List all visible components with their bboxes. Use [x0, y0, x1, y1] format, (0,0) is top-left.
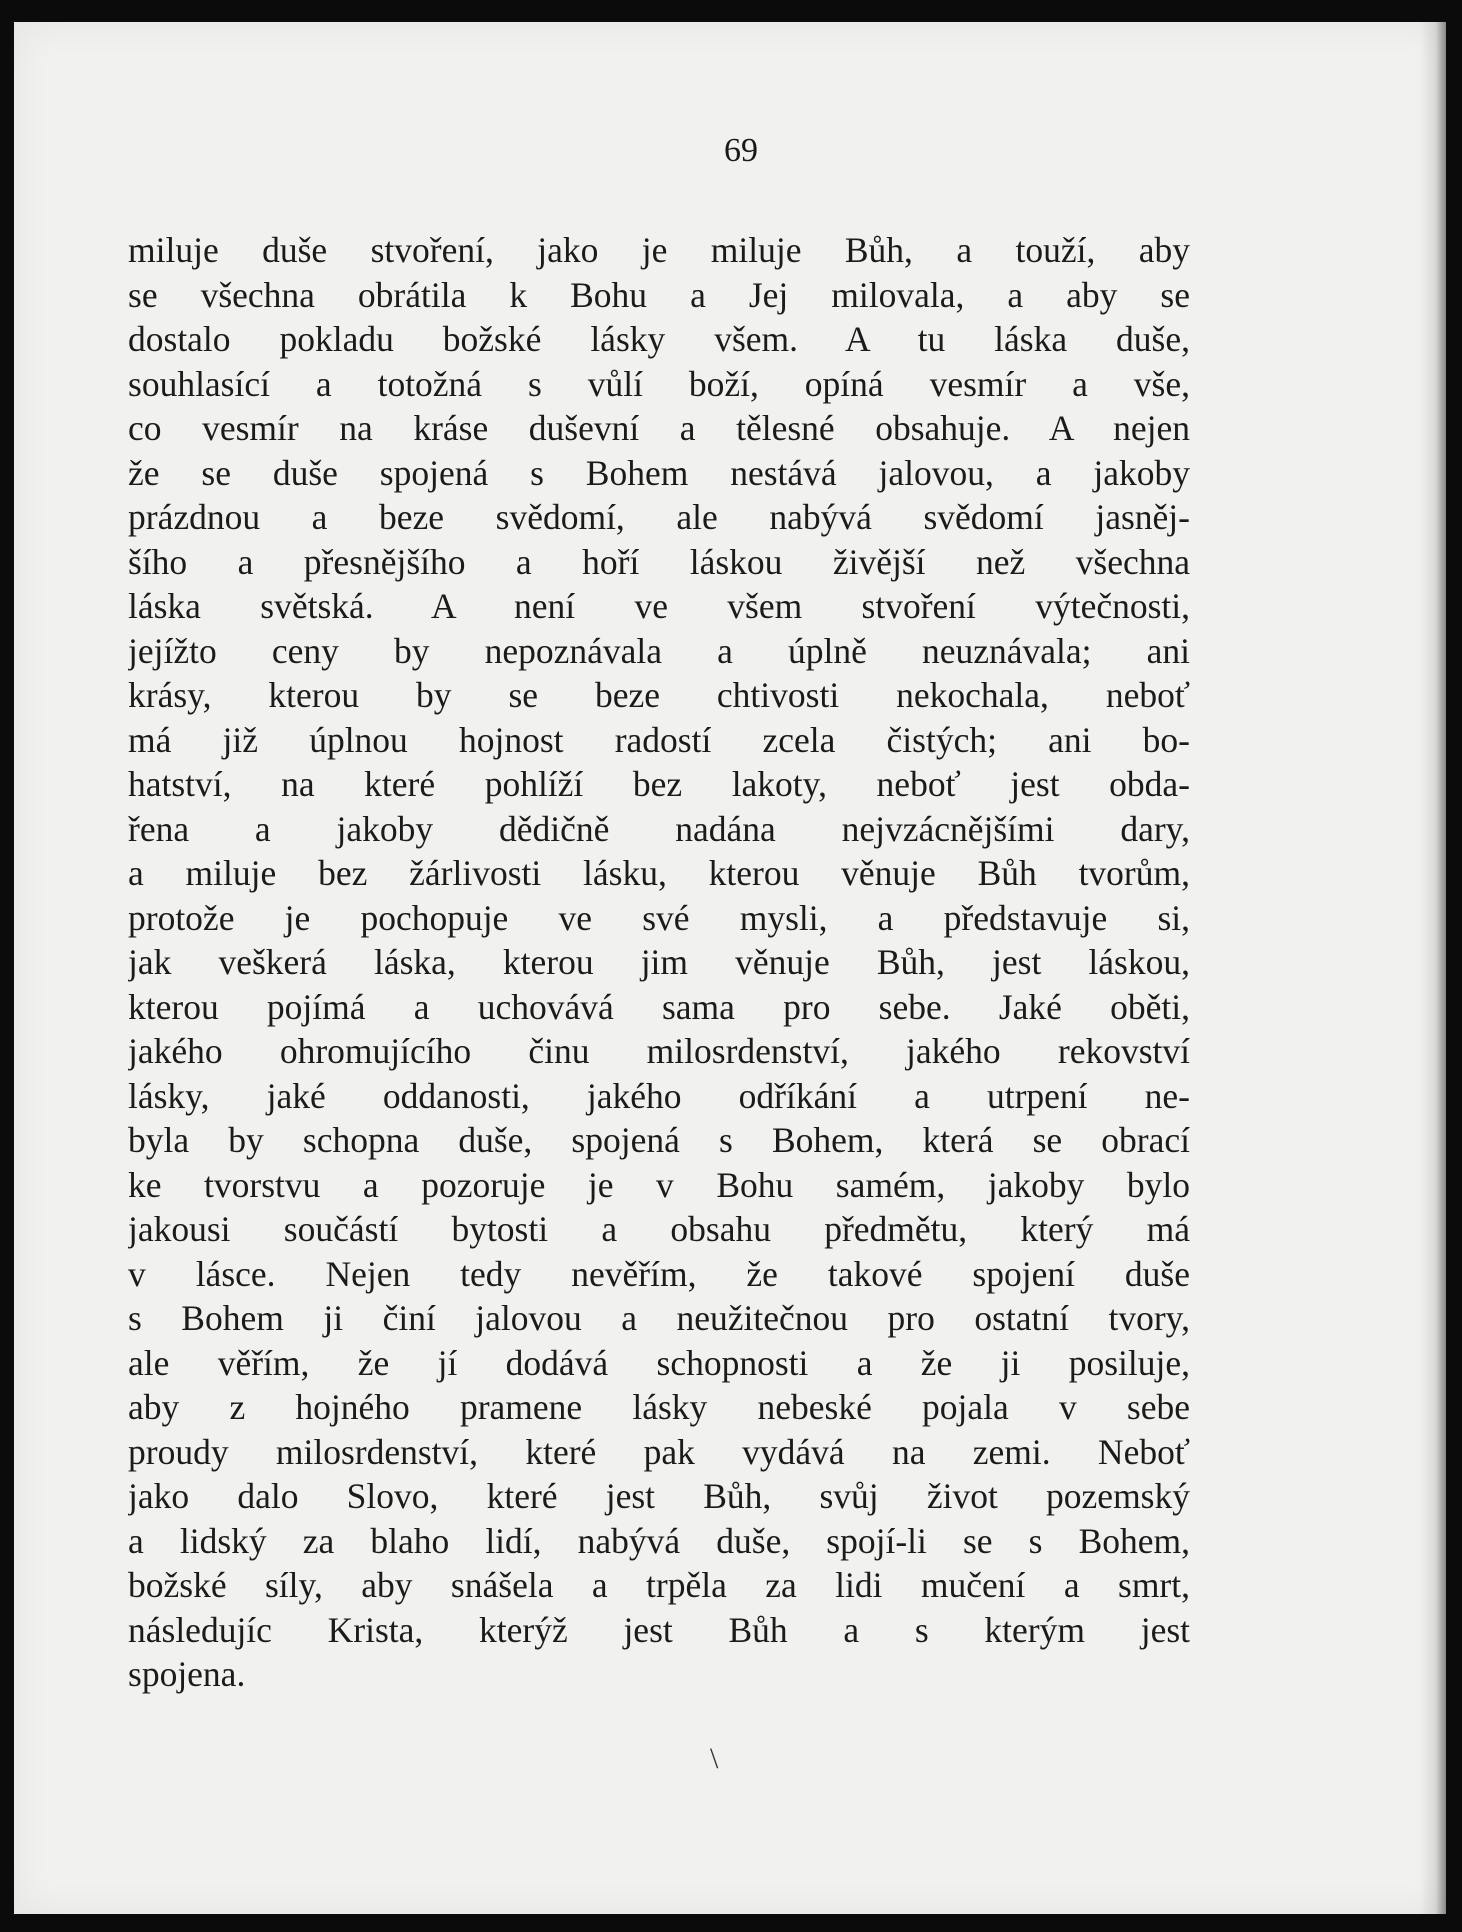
text-line: a miluje bez žárlivosti lásku, kterou věnuje Bůh tvorům, [128, 853, 1190, 893]
text-line: jak veškerá láska, kterou jim věnuje Bůh, jest láskou, [128, 942, 1190, 982]
text-line: ke tvorstvu a pozoruje je v Bohu samém, jakoby bylo [128, 1164, 1190, 1205]
text-line: božské síly, aby snášela a trpěla za lidi mučení a smrt, [128, 1565, 1190, 1605]
text-line: v lásce. Nejen tedy nevěřím, že takové spojení duše [128, 1253, 1190, 1294]
stray-mark: \ [710, 1742, 719, 1775]
text-line: jakousi součástí bytosti a obsahu předmětu, který má [128, 1209, 1190, 1249]
text-line: souhlasící a totožná s vůlí boží, opíná vesmír a vše, [128, 363, 1190, 404]
text-line: krásy, kterou by se beze chtivosti nekochala, neboť [128, 675, 1190, 715]
body-text [128, 228, 1190, 1697]
text-line: hatství, na které pohlíží bez lakoty, neboť jest obda- [128, 764, 1190, 804]
text-line: řena a jakoby dědičně nadána nejvzácnějšími dary, [128, 808, 1190, 849]
text-line: prázdnou a beze svědomí, ale nabývá svědomí jasněj- [128, 497, 1190, 537]
text-line-last: spojena. [128, 1654, 246, 1694]
text-line: protože je pochopuje ve své mysli, a představuje si, [128, 897, 1190, 938]
text-line: dostalo pokladu božské lásky všem. A tu láska duše, [128, 319, 1190, 359]
text-line: aby z hojného pramene lásky nebeské pojala v sebe [128, 1387, 1190, 1427]
text-line: láska světská. A není ve všem stvoření výtečnosti, [128, 586, 1190, 626]
text-line: proudy milosrdenství, které pak vydává na zemi. Neboť [128, 1431, 1190, 1472]
text-line: jako dalo Slovo, které jest Bůh, svůj život pozemský [128, 1476, 1190, 1516]
text-line: jakého ohromujícího činu milosrdenství, jakého rekovství [128, 1031, 1190, 1071]
text-line: miluje duše stvoření, jako je miluje Bůh, a touží, aby [128, 230, 1190, 270]
page-edge-shadow [1420, 22, 1446, 1914]
text-line: a lidský za blaho lidí, nabývá duše, spojí-li se s Bohem, [128, 1520, 1190, 1561]
text-line: že se duše spojená s Bohem nestává jalovou, a jakoby [128, 452, 1190, 493]
text-line: kterou pojímá a uchovává sama pro sebe. Jaké oběti, [128, 986, 1190, 1027]
text-line: s Bohem ji činí jalovou a neužitečnou pro ostatní tvory, [128, 1298, 1190, 1338]
text-line: má již úplnou hojnost radostí zcela čistých; ani bo- [128, 719, 1190, 760]
text-line: se všechna obrátila k Bohu a Jej milovala, a aby se [128, 274, 1190, 315]
text-line: šího a přesnějšího a hoří láskou živější než všechna [128, 541, 1190, 582]
page-number: 69 [724, 132, 758, 169]
text-line: lásky, jaké oddanosti, jakého odříkání a utrpení ne- [128, 1075, 1190, 1116]
text-line: ale věřím, že jí dodává schopnosti a že ji posiluje, [128, 1342, 1190, 1383]
text-line: následujíc Krista, kterýž jest Bůh a s kterým jest [128, 1609, 1190, 1650]
text-line: jejížto ceny by nepoznávala a úplně neuznávala; ani [128, 630, 1190, 671]
text-line: byla by schopna duše, spojená s Bohem, která se obrací [128, 1120, 1190, 1160]
text-line: co vesmír na kráse duševní a tělesné obsahuje. A nejen [128, 408, 1190, 448]
book-page [14, 22, 1446, 1914]
